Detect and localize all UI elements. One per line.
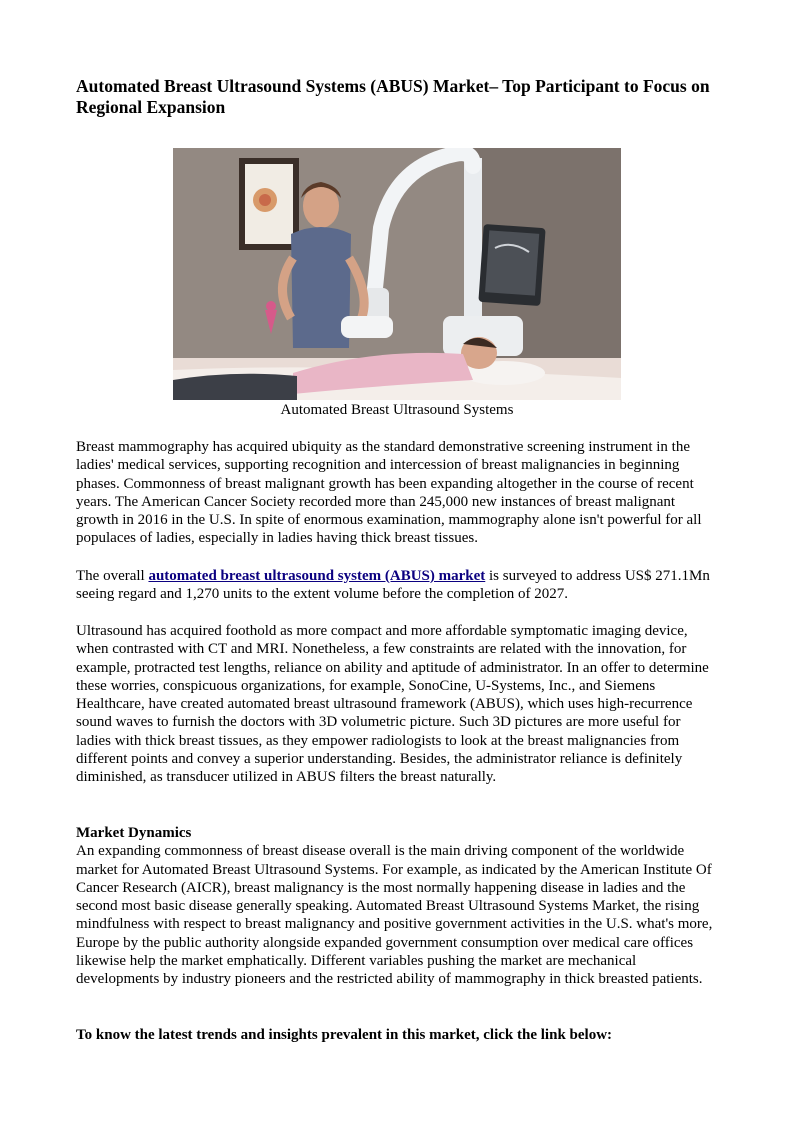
figure-caption: Automated Breast Ultrasound Systems [280,402,514,418]
abus-market-link[interactable]: automated breast ultrasound system (ABUS) market [148,568,486,584]
ultrasound-paragraph: Ultrasound has acquired foothold as more compact and more affordable symptomatic imaging device, when contrasted with CT and MRI. Nonetheless, a few constraints are related with the innovation, for example, protracted test lengths, reliance on ability and aptitude of administrator. In an offer to determine these worries, conspicuous organizations, for example, SonoCine, U-Systems, Inc., and Siemens Healthcare, have created automated breast ultrasound framework (ABUS), which uses high-recurrence sound waves to furnish the doctors with 3D volumetric picture. Such 3D pictures are more useful for ladies with thick breast tissues, as they empower radiologists to look at the breast malignancies from different points and convey a superior understanding. Besides, the administrator reliance is definitely diminished, as transducer utilized in ABUS filters the breast naturally. [76,623,709,786]
market-dynamics-heading: Market Dynamics [76,825,192,841]
market-size-paragraph [76,567,718,604]
market-size-text-after: is surveyed to address US$ 271.1Mn seeing regard and 1,270 units to the extent volume before the completion of 2027. [76,568,710,603]
cta-text: To know the latest trends and insights prevalent in this market, click the link below: [76,1027,613,1043]
article-figure [173,148,621,400]
photo-ultrasound-exam-icon [173,148,621,400]
market-size-text-before: The overall [76,568,149,584]
article-title: Automated Breast Ultrasound Systems (ABUS) Market– Top Participant to Focus on Regional Expansion [76,76,710,117]
market-dynamics-body: An expanding commonness of breast disease overall is the main driving component of the worldwide market for Automated Breast Ultrasound Systems. For example, as indicated by the American Institute Of Cancer Research (AICR), breast malignancy is the most normally happening disease in ladies and the second most basic disease generally speaking. Automated Breast Ultrasound Systems Market, the rising mindfulness with respect to breast malignancy and positive government activities in the U.S. what's more, Europe by the public authority alongside expanded government consumption over medical care offices likewise help the market emphatically. Different variables pushing the market are mechanical developments by industry pioneers and the restricted ability of mammography in thick breasted patients. [76,843,713,988]
intro-paragraph: Breast mammography has acquired ubiquity as the standard demonstrative screening instrument in the ladies' medical services, supporting recognition and intercession of breast malignancies in beginning phases. Commonness of breast malignant growth has been expanding altogether in the course of recent years. The American Cancer Society recorded more than 245,000 new instances of breast malignant growth in 2016 in the U.S. In spite of enormous examination, mammography alone isn't powerful for all populaces of ladies, especially in ladies having thick breast tissues. [76,439,702,547]
market-dynamics-section [76,824,718,989]
